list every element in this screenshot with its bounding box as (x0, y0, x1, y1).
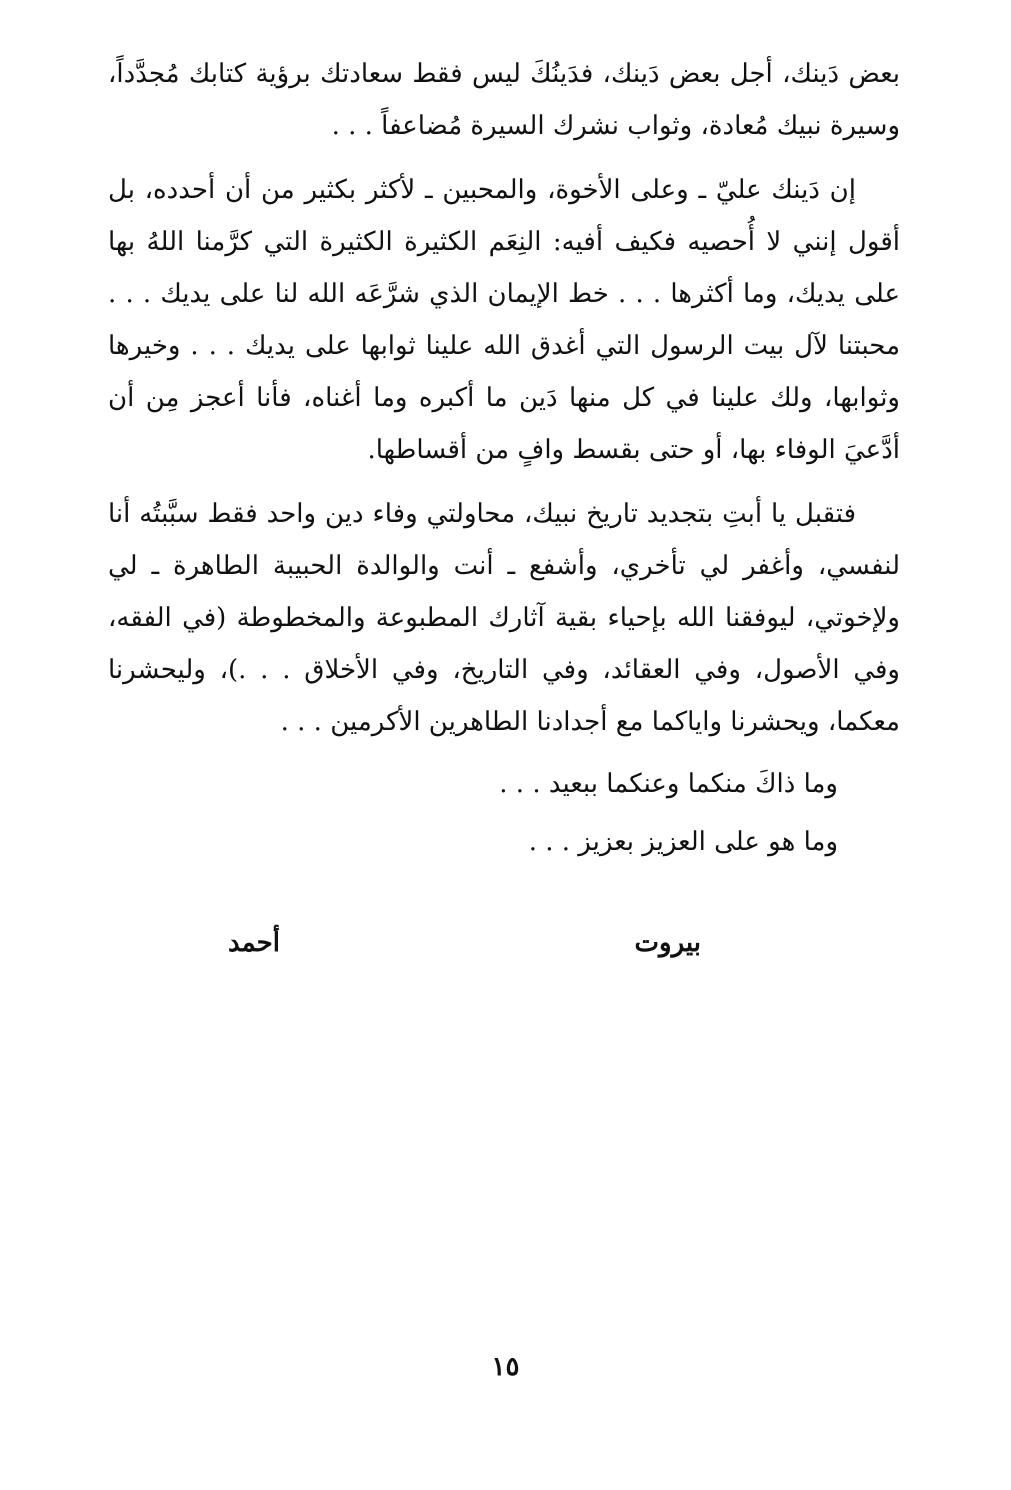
document-body (108, 48, 900, 870)
closing-line-2: وما هو على العزيز بعزيز . . . (528, 827, 838, 857)
signature-place: بيروت (634, 928, 701, 958)
signature-row (0, 928, 1011, 988)
paragraph-3: فتقبل يا أبتِ بتجديد تاريخ نبيك، محاولتي وفاء دين واحد فقط سبَّبتُه أنا لنفسي، وأغفر لي تأخري، وأشفع ـ أنت والوالدة الحبيبة الطاهرة ـ لي ولإخوتي، ليوفقنا الله بإحياء بقية آثارك المطبوعة والمخطوطة (في الفقه، وفي الأصول، وفي العقائد، وفي التاريخ، وفي الأخلاق . . .)، وليحشرنا معكما، ويحشرنا واياكما مع أجدادنا الطاهرين الأكرمين . . . (108, 499, 900, 737)
paragraph-1: بعض دَينك، أجل بعض دَينك، فدَينُكَ ليس فقط سعادتك برؤية كتابك مُجدَّداً، وسيرة نبيك مُعادة، وثواب نشرك السيرة مُضاعفاً . . . (108, 59, 900, 141)
paragraph-2: إن دَينك عليّ ـ وعلى الأخوة، والمحبين ـ لأكثر بكثير من أن أحدده، بل أقول إنني لا أُحصيه فكيف أفيه: النِعَم الكثيرة الكثيرة التي كرَّمنا اللهُ بها على يديك، وما أكثرها . . . خط الإيمان الذي شرَّعَه الله لنا على يديك . . . محبتنا لآل بيت الرسول التي أغدق الله علينا ثوابها على يديك . . . وخيرها وثوابها، ولك علينا في كل منها دَين ما أكبره وما أغناه، فأنا أعجز مِن أن أدَّعيَ الوفاء بها، أو حتى بقسط وافٍ من أقساطها. (108, 175, 900, 465)
page-number: ١٥ (491, 1352, 520, 1382)
signature-name: أحمد (228, 928, 280, 958)
closing-line-1: وما ذاكَ منكما وعنكما ببعيد . . . (499, 769, 838, 799)
